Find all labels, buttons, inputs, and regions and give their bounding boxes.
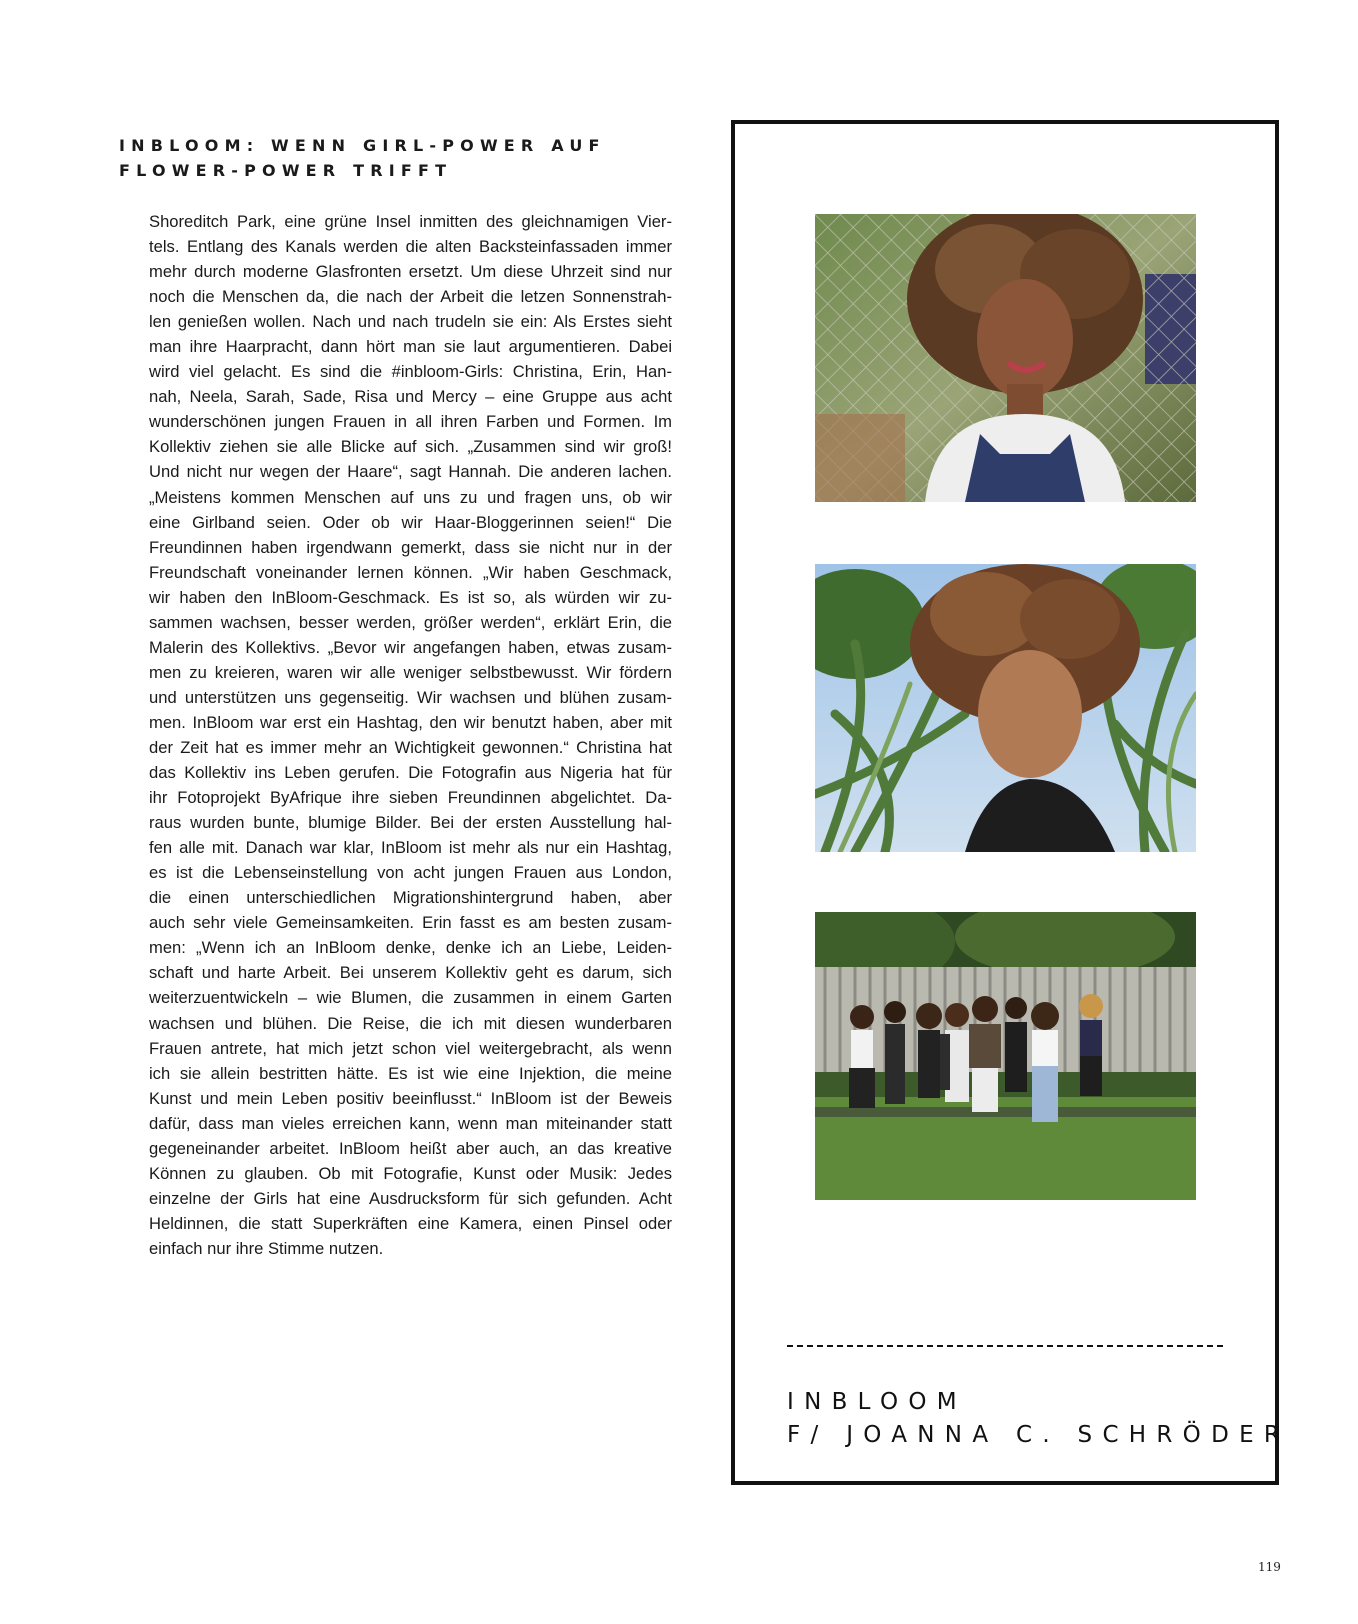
body-text-line: einfach nur ihre Stimme nutzen. xyxy=(149,1238,384,1258)
body-text-line: eine Girlband seien. Oder ob wir Haar-Bloggerinnen seien!“ Die xyxy=(149,512,672,532)
body-text-line: der Zeit hat es immer mehr an Wichtigkeit gewonnen.“ Christina hat xyxy=(149,737,672,757)
body-text-line: Freundschaft voneinander lernen können. „Wir haben Geschmack, xyxy=(149,562,672,582)
page-number: 119 xyxy=(1258,1560,1281,1574)
body-text-line: wird viel gelacht. Es sind die #inbloom-Girls: Christina, Erin, Han- xyxy=(149,362,672,382)
body-text-line: wachsen und blühen. Die Reise, die ich mit diesen wunderbaren xyxy=(149,1013,672,1033)
body-text-line: auch sehr viele Gemeinsamkeiten. Erin fasst es am besten zusam- xyxy=(149,913,672,933)
body-text-line: Freundinnen haben irgendwann gemerkt, dass sie nicht nur in der xyxy=(149,537,672,557)
body-text-line: Heldinnen, die statt Superkräften eine Kamera, einen Pinsel oder xyxy=(149,1213,672,1233)
body-text-line: gegeneinander arbeitet. InBloom heißt aber auch, an das kreative xyxy=(149,1138,672,1158)
caption-photographer: F/ JOANNA C. SCHRÖDER xyxy=(787,1422,1291,1448)
caption-divider xyxy=(787,1345,1223,1347)
article-heading xyxy=(119,133,679,183)
body-text-line: man ihre Haarpracht, dann hört man sie laut argumentieren. Dabei xyxy=(149,337,672,357)
body-text-line: men: „Wenn ich an InBloom denke, denke ich an Liebe, Leiden- xyxy=(149,938,672,958)
body-text-line: nah, Neela, Sarah, Sade, Risa und Mercy – eine Gruppe aus acht xyxy=(149,387,672,407)
body-text-line: und unterstützen uns gegenseitig. Wir wachsen und blühen zusam- xyxy=(149,687,672,707)
body-text-line: men. InBloom war erst ein Hashtag, den wir benutzt haben, aber mit xyxy=(149,712,672,732)
portrait-photo-plants xyxy=(815,564,1196,852)
body-text-line: fen alle mit. Danach war klar, InBloom ist mehr als nur ein Hashtag, xyxy=(149,838,672,858)
body-text-line: Shoreditch Park, eine grüne Insel inmitten des gleichnamigen Vier- xyxy=(149,212,672,231)
body-text-line: wunderschönen jungen Frauen in all ihren Farben und Formen. Im xyxy=(149,412,672,432)
body-text-line: ich sie allein bestritten hätte. Es ist wie eine Injektion, die meine xyxy=(149,1063,672,1083)
body-text-line: ihr Fotoprojekt ByAfrique ihre sieben Freundinnen abgelichtet. Da- xyxy=(149,788,672,808)
article-body xyxy=(149,209,672,1261)
body-text-line: es ist die Lebenseinstellung von acht jungen Frauen aus London, xyxy=(149,863,672,883)
body-text-line: Können zu glauben. Ob mit Fotografie, Kunst oder Musik: Jedes xyxy=(149,1163,672,1183)
body-text-line: len genießen wollen. Nach und nach trudeln sie ein: Als Erstes sieht xyxy=(149,312,672,332)
article-heading-line: FLOWER-POWER TRIFFT xyxy=(119,161,453,180)
body-text-line: einzelne der Girls hat eine Ausdrucksform für sich gefunden. Acht xyxy=(149,1188,672,1208)
body-text-line: das Kollektiv ins Leben gerufen. Die Fotografin aus Nigeria hat für xyxy=(149,763,672,783)
body-text-line: Und nicht nur wegen der Haare“, sagt Hannah. Die anderen lachen. xyxy=(149,462,672,482)
body-text-line: schaft und harte Arbeit. Bei unserem Kollektiv geht es darum, sich xyxy=(149,963,672,983)
group-photo xyxy=(815,912,1196,1200)
body-text-line: dafür, dass man vieles erreichen kann, wenn man miteinander statt xyxy=(149,1113,672,1133)
body-text-line: Frauen antrete, hat mich jetzt schon viel weitergebracht, als wenn xyxy=(149,1038,672,1058)
body-text-line: raus wurden bunte, blumige Bilder. Bei der ersten Ausstellung hal- xyxy=(149,813,672,833)
photo-credit-caption xyxy=(787,1386,1290,1452)
body-text-line: tels. Entlang des Kanals werden die alten Backsteinfassaden immer xyxy=(149,237,672,257)
article-heading-line: INBLOOM: WENN GIRL-POWER AUF xyxy=(119,136,606,155)
body-text-line: men zu kreieren, waren wir alle weniger selbstbewusst. Wir fördern xyxy=(149,662,672,682)
body-text-line: weiterzuentwickeln – wie Blumen, die zusammen in einem Garten xyxy=(149,988,672,1008)
body-text-line: noch die Menschen da, die nach der Arbeit die letzen Sonnenstrah- xyxy=(149,287,672,307)
body-text-line: Kollektiv ziehen sie alle Blicke auf sich. „Zusammen sind wir groß! xyxy=(149,437,672,457)
body-text-line: „Meistens kommen Menschen auf uns zu und fragen uns, ob wir xyxy=(149,487,672,507)
body-text-line: mehr durch moderne Glasfronten ersetzt. Um diese Uhrzeit sind nur xyxy=(149,262,672,282)
portrait-photo-fence xyxy=(815,214,1196,502)
body-text-line: Kunst und mein Leben positiv beeinflusst.“ InBloom ist der Beweis xyxy=(149,1088,672,1108)
body-text-line: Malerin des Kollektivs. „Bevor wir angefangen haben, etwas zusam- xyxy=(149,637,672,657)
body-text-line: die einen unterschiedlichen Migrationshintergrund haben, aber xyxy=(149,888,672,908)
body-text-line: sammen wachsen, besser werden, größer werden“, erklärt Erin, die xyxy=(149,612,672,632)
body-text-line: wir haben den InBloom-Geschmack. Es ist so, als würden wir zu- xyxy=(149,587,672,607)
caption-title: INBLOOM xyxy=(787,1389,967,1415)
